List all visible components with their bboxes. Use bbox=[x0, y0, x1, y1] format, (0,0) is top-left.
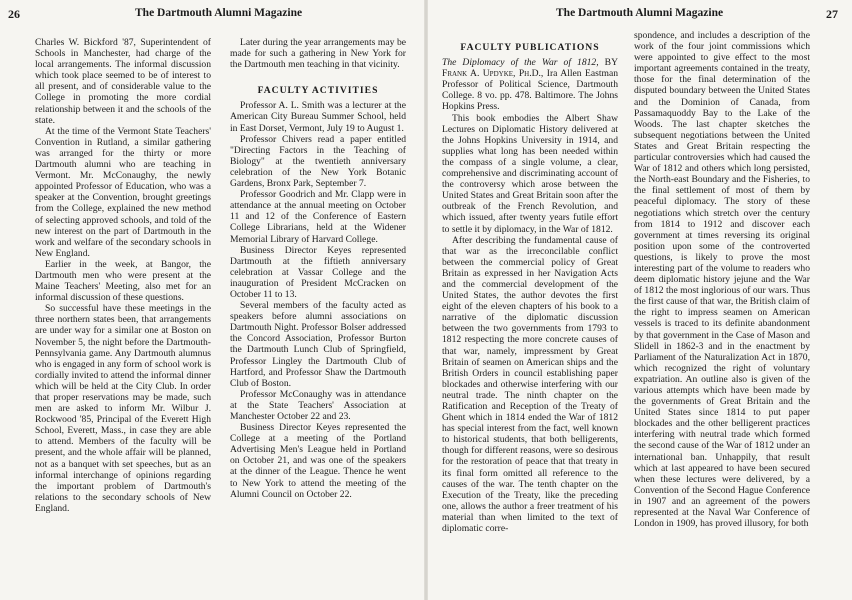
running-head-left: The Dartmouth Alumni Magazine bbox=[135, 7, 303, 19]
paragraph: Business Director Keyes represented Dartmouth at the fiftieth anniversary celebration at Vassar College and the inauguration of President McCracken on October 11 to 13. bbox=[230, 244, 406, 300]
paragraph: Professor McConaughy was in attendance at the State Teachers' Association at Manchester October 22 and 23. bbox=[230, 388, 406, 422]
book-title: The Diplomacy of the War of 1812, bbox=[442, 57, 599, 69]
paragraph: At the time of the Vermont State Teachers' Convention in Rutland, a similar gathering was arranged for the thirty or more Dartmouth alumni who are teaching in Vermont. Mr. McConaughy, the newly appointed Professor of Education, who was a speaker at the Convention, brought greetings from the College, explained the new method of selecting approved schools, and told of the new interest on the part of Dartmouth in the work and welfare of the secondary schools in New England. bbox=[35, 125, 211, 259]
paragraph: Professor A. L. Smith was a lecturer at the American City Bureau Summer School, held in East Dorset, Vermont, July 19 to August 1. bbox=[230, 100, 406, 134]
paragraph: So successful have these meetings in the three northern states been, that arrangements are under way for a similar one at Boston on November 5, the night before the Dartmouth-Pennsylvania game. Any Dartmouth alumnus who is engaged in any form of school work is cordially invited to attend the informal dinner which will be held at the City Club. In order that proper reservations may be made, such men are asked to inform Mr. Wilbur J. Rockwood '85, Principal of the Everett High School, Everett, Mass., in case they are able to attend. Members of the faculty will be present, and the whole affair will be planned, not as a banquet with set speeches, but as an informal interchange of opinions regarding the important problem of Dartmouth's relations to the secondary schools of New England. bbox=[35, 303, 211, 514]
book-citation bbox=[442, 57, 618, 112]
paragraph: This book embodies the Albert Shaw Lectures on Diplomatic History delivered at the Johns Hopkins University in 1914, and supplies what long has been needed within the compass of a single volume, a clear, comprehensive and discriminating account of the controversy which arose between the United States and Great Britain soon after the outbreak of the French Revolution, and which issued, after twenty years futile effort to settle it by diplomacy, in the War of 1812. bbox=[442, 112, 618, 235]
left-column-2 bbox=[230, 37, 406, 593]
book-author: Frank A. Updyke, Ph.D., bbox=[442, 68, 544, 80]
right-page bbox=[426, 0, 852, 600]
paragraph: Several members of the faculty acted as speakers before alumni associations on Dartmouth Night. Professor Bolser addressed the Concord Association, Professor Burton the Dartmouth Lunch Club of Springfield, Professor Lingley the Dartmouth Club of Hartford, and Professor Shaw the Dartmouth Club of Boston. bbox=[230, 300, 406, 389]
right-column-1 bbox=[442, 37, 618, 593]
left-column-1 bbox=[35, 37, 211, 593]
paragraph: spondence, and includes a description of the work of the four joint commissions which were appointed to give effect to the most important agreements contained in the treaty, those for the final determination of the disputed boundary between the United States and the Dominion of Canada, from Passamaquoddy Bay to the Lake of the Woods. The last chapter sketches the subsequent negotiations between the United States and Great Britain respecting the particular controversies which had caused the War of 1812 and others which long persisted, the North-east Boundary and the Fisheries, to the final settlement of most of them by peaceful diplomacy. The story of these negotiations which stretch over the century from 1814 to 1912 and discover each government at times reversing its original position upon some of the controverted questions, is likely to prove the most interesting part of the volume to readers who deem diplomatic history jejune and the War of 1812 the most inglorious of our wars. Thus the first cause of that war, the British claim of the right to impress seamen on American vessels is traced to its definite abandonment by that government in the Case of Mason and Slidell in 1862-3 and in the enactment by Parliament of the Naturalization Act in 1870, which recognized the right of voluntary expatriation. An outline also is given of the various attempts which have been made by the governments of Great Britain and the United States since 1814 to put paper blockades and the other belligerent practices interfering with neutral trade which formed the second cause of the War of 1812 under an international ban. Unhappily, that result which at last appeared to have been secured when these lectures were delivered, by a Convention of the Second Hague Conference in 1907 and an agreement of the powers represented at the Naval War Conference of London in 1909, has proved illusory, for both bbox=[634, 30, 810, 530]
paragraph: Professor Goodrich and Mr. Clapp were in attendance at the annual meeting on October 11 and 12 of the Conference of Eastern College Librarians, held at the Widener Memorial Library of Harvard College. bbox=[230, 189, 406, 245]
citation-by: BY bbox=[604, 57, 618, 69]
paragraph: After describing the fundamental cause of that war as the irreconcilable conflict between the commercial policy of Great Britain as expressed in her Navigation Acts and the commercial development of the United States, the author devotes the first eight of the eleven chapters of his book to a narrative of the diplomatic discussion between the two governments from 1793 to 1812 respecting the more concrete causes of that war, namely, impressment by Great Britain of seamen on American ships and the British Orders in council establishing paper blockades and otherwise interfering with our neutral trade. The ninth chapter on the Ratification and Reception of the Treaty of Ghent which in 1814 ended the War of 1812 has special interest from the fact, well known to historical students, that both belligerents, though for different reasons, were so desirous for the restoration of peace that that treaty in its final form omitted all reference to the causes of the war. The tenth chapter on the Execution of the Treaty, like the preceding one, allows the author a freer treatment of his material than when limited to the text of diplomatic corre- bbox=[442, 234, 618, 535]
section-heading-faculty-publications: FACULTY PUBLICATIONS bbox=[460, 42, 600, 53]
paragraph: Charles W. Bickford '87, Superintendent of Schools in Manchester, had charge of the local arrangements. The informal discussion which took place seemed to be of interest to all present, and of considerable value to the College in promoting the more cordial relationship between it and the schools of the state. bbox=[35, 37, 211, 126]
paragraph: Earlier in the week, at Bangor, the Dartmouth men who were present at the Maine Teachers' Meeting, also met for an informal discussion of these questions. bbox=[35, 258, 211, 304]
page-number-right: 27 bbox=[826, 7, 838, 21]
section-heading-faculty-activities: FACULTY ACTIVITIES bbox=[257, 85, 379, 97]
paragraph: Later during the year arrangements may be made for such a gathering in New York for the Dartmouth men teaching in that vicinity. bbox=[230, 37, 406, 71]
citation-details: Ira Allen Eastman Professor of Political Science, Dartmouth College. 8 vo. pp. 478. Baltimore. The Johns Hopkins Press. bbox=[442, 68, 618, 113]
paragraph: Professor Chivers read a paper entitled "Directing Factors in the Teaching of Biology" at the twentieth anniversary celebration of the New York Botanic Gardens, Bronx Park, September 7. bbox=[230, 133, 406, 190]
paragraph: Business Director Keyes represented the College at a meeting of the Portland Advertising Men's League held in Portland on October 21, and was one of the speakers at the dinner of the League. Thence he went to New York to attend the meeting of the Alumni Council on October 22. bbox=[230, 422, 406, 500]
running-head-right: The Dartmouth Alumni Magazine bbox=[556, 7, 724, 19]
page-number-left: 26 bbox=[8, 7, 20, 21]
right-column-2 bbox=[634, 30, 810, 593]
